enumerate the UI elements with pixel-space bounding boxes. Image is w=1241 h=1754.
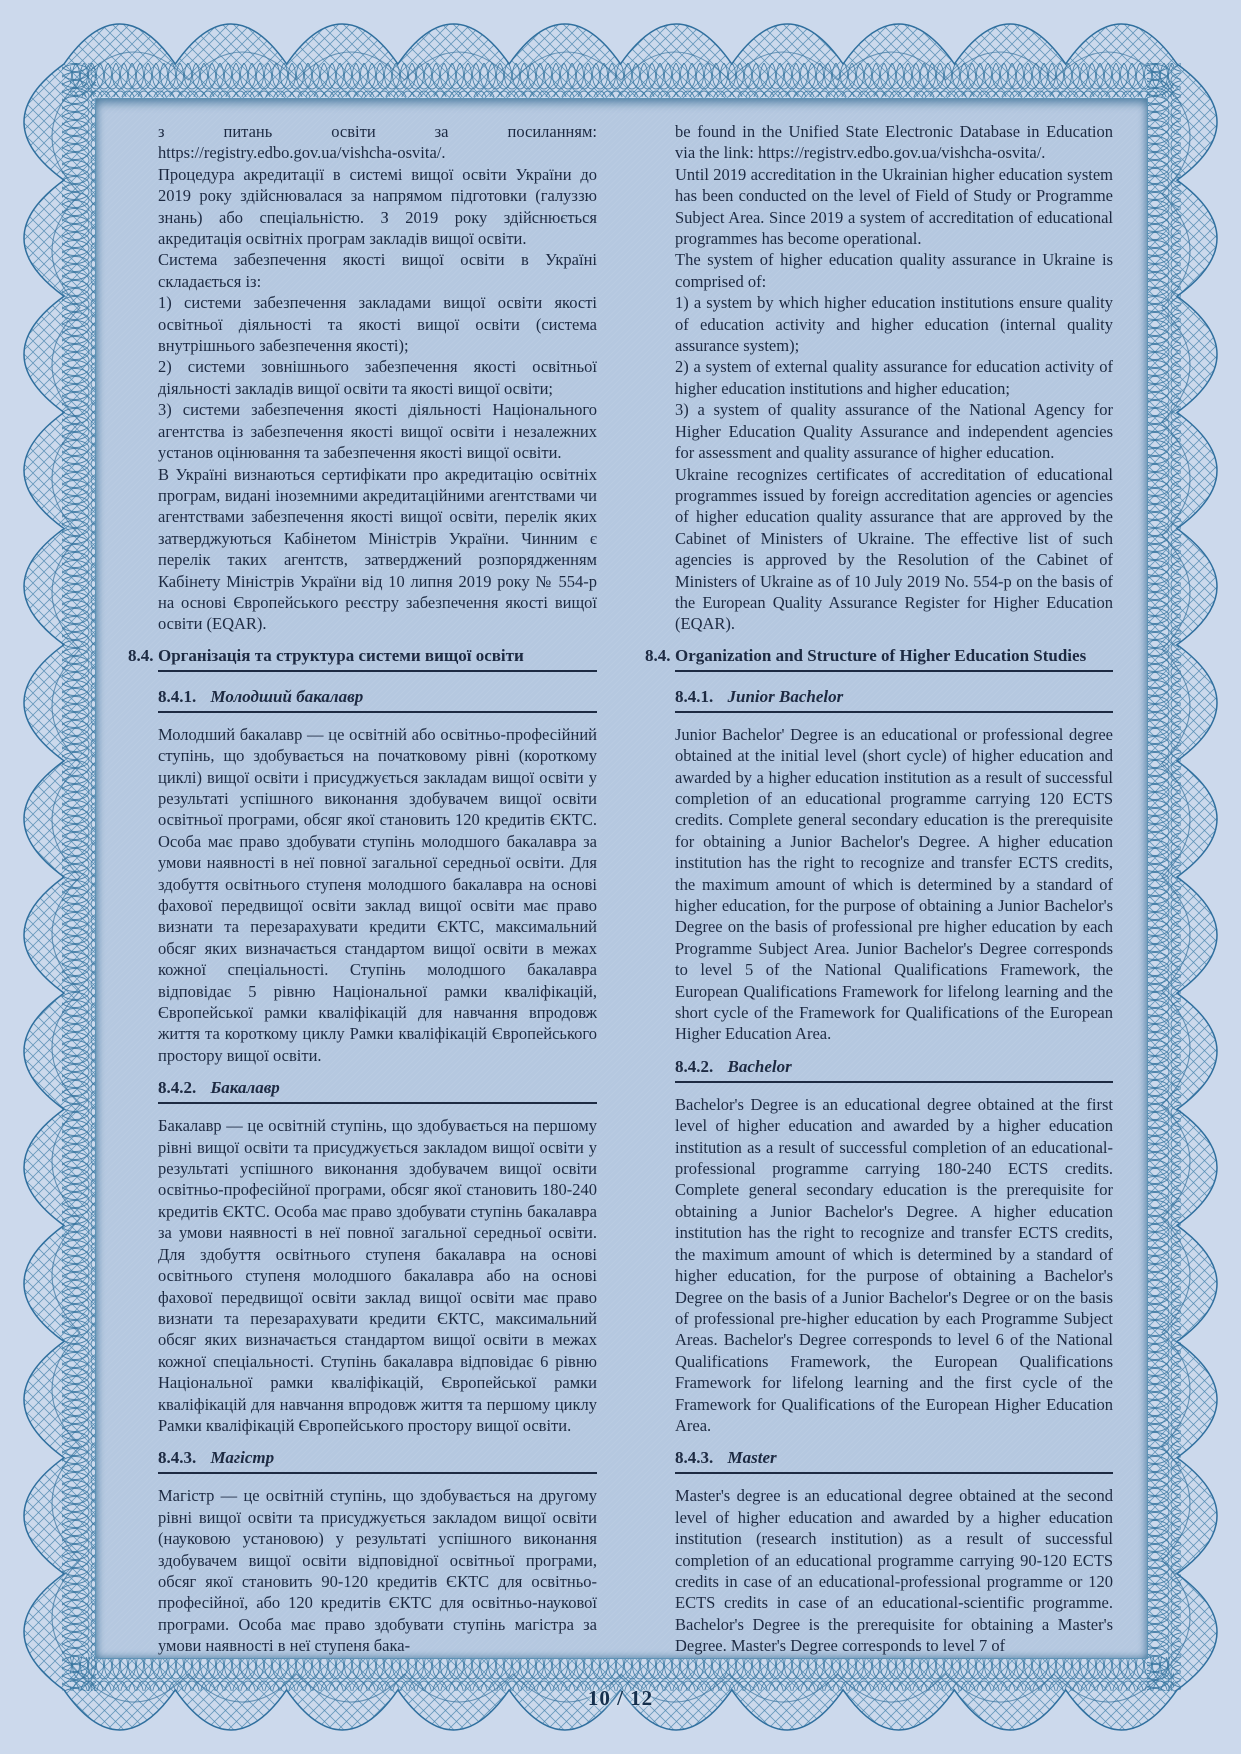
paragraph-qa-item-3: 3) a system of quality assurance of the National Agency for Higher Education Quality Assurance and independent agencies for assessment and quality assurance of higher education. [675,400,1113,463]
subsection-heading-8-4-3 [158,1447,597,1474]
column-ukrainian [128,121,597,1657]
paragraph-master: Master's degree is an educational degree obtained at the second level of higher education and awarded by a higher education institution (research institution) as a result of successful completion of an educational programme carrying 90-120 ECTS credits in case of an educational-professional programme or 120 ECTS credits in case of an educational-scientific programme. Bachelor's Degree is the prerequisite for obtaining a Master's Degree. Master's Degree corresponds to level 7 of [675,1486,1113,1656]
heading-number: 8.4. [645,645,671,665]
heading-title: Master [727,1448,777,1468]
page-number: 10 / 12 [587,1686,654,1710]
heading-title: Junior Bachelor [727,686,844,706]
paragraph-recognition: В Україні визнаються сертифікати про акредитацію освітніх програм, видані іноземними акредитаційними агентствами чи агентствами забезпечення якості вищої освіти, перелік яких затверджуються Кабінетом Міністрів України. Чинним є перелік таких агентств, затверджений розпорядженням Кабінету Міністрів України від 10 липня 2019 року № 554-р на основі Європейського реєстру забезпечення якості вищої освіти (EQAR). [158,464,597,634]
paragraph-qa-intro: Система забезпечення якості вищої освіти в Україні складається із: [158,250,597,291]
heading-number: 8.4. [128,645,154,665]
section-heading-8-4 [645,645,1113,672]
heading-number: 8.4.2. [675,1056,714,1076]
heading-title: Організація та структура системи вищої освіти [158,645,524,665]
subsection-heading-8-4-1 [158,686,597,713]
paragraph-qa-item-2: 2) системи зовнішнього забезпечення якості освітньої діяльності закладів вищої освіти та якості вищої освіти; [158,357,597,398]
paragraph-bachelor: Bachelor's Degree is an educational degree obtained at the first level of higher education and awarded by a higher education institution as a result of successful completion of an educational-professional programme carrying 180-240 ECTS credits. Complete general secondary education is the prerequisite for obtaining a Junior Bachelor's Degree. A higher education institution has the right to recognize and transfer ECTS credits, the maximum amount of which is determined by a standard of higher education, for the purpose of obtaining a Bachelor's Degree on the basis of a Junior Bachelor's Degree or on the basis of professional pre-higher education by each Programme Subject Areas. Bachelor's Degree corresponds to level 6 of the National Qualifications Framework, the European Qualifications Framework for lifelong learning and the first cycle of the Framework for Qualifications of the European Higher Education Area. [675,1094,1113,1435]
heading-number: 8.4.1. [158,686,197,706]
heading-title: Молодший бакалавр [210,686,364,706]
paragraph-qa-item-1: 1) a system by which higher education institutions ensure quality of education activity and higher education (internal quality assurance system); [675,293,1113,356]
subsection-heading-8-4-2 [158,1077,597,1104]
subsection-heading-8-4-2 [675,1056,1113,1083]
paragraph-recognition: Ukraine recognizes certificates of accreditation of educational programmes issued by foreign accreditation agencies or agencies of higher education quality assurance that are approved by the Cabinet of Ministers of Ukraine. The effective list of such agencies is approved by the Resolution of the Cabinet of Ministers of Ukraine as of 10 July 2019 No. 554-p on the basis of the European Quality Assurance Register for Higher Education (EQAR). [675,464,1113,634]
content-area [95,98,1148,1659]
paragraph-junior-bachelor: Молодший бакалавр — це освітній або освітньо-професійний ступінь, що здобувається на початковому рівні (короткому циклі) вищої освіти і присуджується закладам вищої освіти у результаті успішного виконання здобувачем вищої освіти освітньої програми, обсяг якої становить 120 кредитів ЄКТС. Особа має право здобувати ступінь молодшого бакалавра за умови наявності в неї повної загальної середньої освіти. Для здобуття освітнього ступеня молодшого бакалавра на основі фахової передвищої освіти заклад вищої освіти має право визнати та перезарахувати кредити ЄКТС, максимальний обсяг яких визначається стандартом вищої освіти в межах кожної спеціальності. Ступінь молодшого бакалавра відповідає 5 рівню Національної рамки кваліфікацій, Європейської рамки кваліфікацій для навчання впродовж життя та короткому циклу Рамки кваліфікацій Європейського простору вищої освіти. [158,724,597,1065]
heading-title: Organization and Structure of Higher Education Studies [675,645,1087,665]
paragraph-junior-bachelor: Junior Bachelor' Degree is an educational or professional degree obtained at the initial level (short cycle) of higher education and awarded by a higher education institution as a result of successful completion of an educational programme carrying 120 ECTS credits. Complete general secondary education is the prerequisite for obtaining a Junior Bachelor's Degree. A higher education institution has the right to recognize and transfer ECTS credits, the maximum amount of which is determined by a standard of higher education, for the purpose of obtaining a Junior Bachelor's Degree on the basis of professional pre higher education by each Programme Subject Area. Junior Bachelor's Degree corresponds to level 5 of the National Qualifications Framework, the European Qualifications Framework for lifelong learning and the short cycle of the Framework for Qualifications of the European Higher Education Area. [675,724,1113,1044]
paragraph-accreditation: Until 2019 accreditation in the Ukrainian higher education system has been conducted on the level of Field of Study or Programme Subject Area. Since 2019 a system of accreditation of educational programmes has become operational. [675,164,1113,249]
heading-number: 8.4.1. [675,686,714,706]
subsection-heading-8-4-3 [675,1447,1113,1474]
heading-title: Bachelor [727,1056,792,1076]
heading-number: 8.4.2. [158,1078,197,1098]
heading-title: Бакалавр [210,1078,280,1098]
paragraph-qa-item-3: 3) системи забезпечення якості діяльності Національного агентства із забезпечення якості вищої освіти і незалежних установ оцінювання та забезпечення якості вищої освіти. [158,400,597,463]
paragraph-qa-item-2: 2) a system of external quality assurance for education activity of higher education institutions and higher education; [675,357,1113,398]
paragraph-url-tail: be found in the Unified State Electronic Database in Education via the link: https://registrv.edbo.gov.ua/vishcha-osvita/. [675,122,1113,163]
paragraph-accreditation: Процедура акредитації в системі вищої освіти України до 2019 року здійснювалася за напрямом підготовки (галуззю знань) або спеціальністю. З 2019 року здійснюється акредитація освітніх програм закладів вищої освіти. [158,164,597,249]
paragraph-qa-intro: The system of higher education quality assurance in Ukraine is comprised of: [675,250,1113,291]
paragraph-bachelor: Бакалавр — це освітній ступінь, що здобувається на першому рівні вищої освіти та присуджується закладом вищої освіти у результаті успішного виконання здобувачем вищої освіти освітньо-професійної програми, обсяг якої становить 180-240 кредитів ЄКТС. Особа має право здобувати ступінь бакалавра за умови наявності в неї повної загальної середньої освіти. Для здобуття освітнього ступеня бакалавра на основі освітнього ступеня молодшого бакалавра або на основі фахової передвищої освіти заклад вищої освіти має право визнати та перезарахувати кредити ЄКТС, максимальний обсяг яких визначається стандартом вищої освіти в межах кожної спеціальності. Ступінь бакалавра відповідає 6 рівню Національної рамки кваліфікацій, Європейської рамки кваліфікацій для навчання впродовж життя та першому циклу Рамки кваліфікацій Європейського простору вищої освіти. [158,1116,597,1435]
section-heading-8-4 [128,645,597,672]
paragraph-url-tail: з питань освіти за посиланням: https://registry.edbo.gov.ua/vishcha-osvita/. [158,122,597,163]
heading-title: Магістр [210,1448,275,1468]
column-english [645,121,1113,1657]
subsection-heading-8-4-1 [675,686,1113,713]
paragraph-master: Магістр — це освітній ступінь, що здобувається на другому рівні вищої освіти та присуджується закладом вищої освіти (науковою установою) у результаті успішного виконання здобувачем вищої освіти відповідної освітньої програми, обсяг якої становить 90-120 кредитів ЄКТС для освітньо-професійної, або 120 кредитів ЄКТС для освітньо-наукової програми. Особа має право здобувати ступінь магістра за умови наявності в неї ступеня бака- [158,1486,597,1656]
heading-number: 8.4.3. [158,1448,197,1468]
paragraph-qa-item-1: 1) системи забезпечення закладами вищої освіти якості освітньої діяльності та якості вищої освіти (система внутрішнього забезпечення якості); [158,293,597,356]
heading-number: 8.4.3. [675,1448,714,1468]
